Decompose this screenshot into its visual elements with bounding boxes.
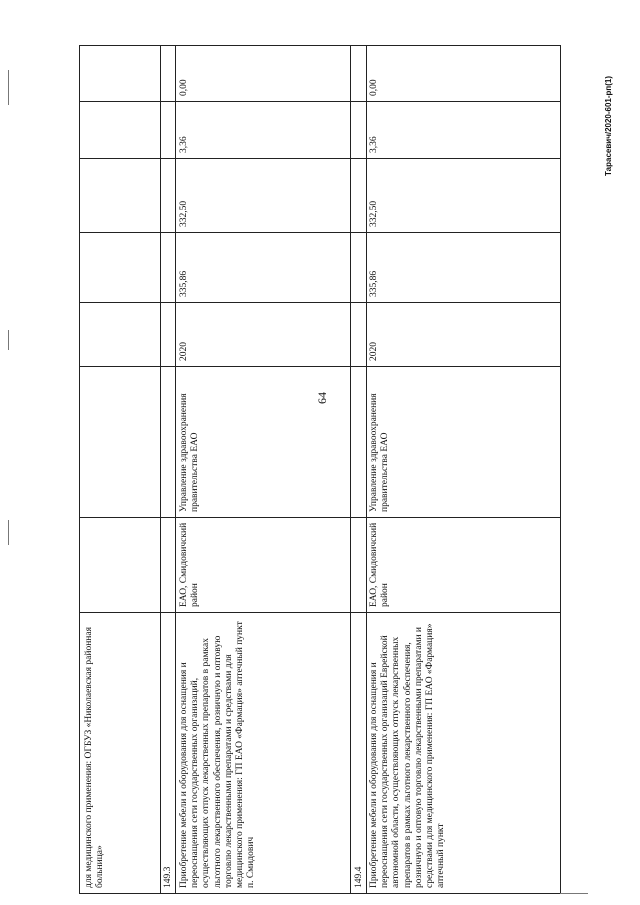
row-location-cell: ЕАО, Смидовичский район (179, 522, 201, 607)
table-rule (160, 45, 161, 893)
row-location-cell: ЕАО, Смидовичский район (369, 522, 391, 607)
scan-mark (8, 520, 9, 545)
row-other-cell: 0,00 (179, 79, 189, 96)
table-rule (79, 45, 560, 46)
row-executor-cell: Управление здравоохранения правительства ЕАО (179, 393, 201, 512)
table-rule (79, 302, 560, 303)
table-rule (366, 45, 367, 893)
table-rule (79, 517, 560, 518)
page-number: 64 (315, 392, 329, 404)
row-number-cell: 149.3 (163, 866, 173, 888)
table-rule (79, 893, 560, 894)
footer-code: Тарасевич/2020-601-рп(1) (604, 75, 613, 176)
row-executor-cell: Управление здравоохранения правительства ЕАО (369, 393, 391, 512)
table-rule (560, 45, 561, 893)
row-regional-cell: 3,36 (369, 136, 379, 153)
row-year-cell: 2020 (179, 342, 189, 361)
table-rule (79, 158, 560, 159)
row-other-cell: 0,00 (369, 79, 379, 96)
row-number-cell: 149.4 (354, 866, 364, 888)
table-rule (79, 232, 560, 233)
row-federal-cell: 332,50 (369, 200, 379, 227)
table-rule (175, 45, 176, 893)
row-total-cell: 335,86 (369, 270, 379, 297)
row-regional-cell: 3,36 (179, 136, 189, 153)
row-name-cell: для медицинского применения: ОГБУЗ «Николаевская районная больница» (84, 627, 106, 888)
row-federal-cell: 332,50 (179, 200, 189, 227)
scan-mark (8, 70, 9, 105)
table-rule (79, 45, 80, 893)
table-rule (79, 101, 560, 102)
scan-mark (8, 330, 9, 350)
table-rule (79, 612, 560, 613)
row-name-cell: Приобретение мебели и оборудования для оснащения и переоснащения сети государственных организаций, осуществляющих отпуск лекарственных препаратов в рамках льготного лекарственного обеспечения, розничную и оптовую торговлю лекарственными препаратами и средствами для медицинского применения: ГП ЕАО «Фармация» аптечный пункт п. Смидович (179, 621, 257, 888)
row-name-cell: Приобретение мебели и оборудования для оснащения и переоснащения сети государственных организаций Еврейской автономной области, осуществляющих отпуск лекарственных препаратов в рамках льготного лекарственного обеспечения, розничную и оптовую торговлю лекарственными препаратами и средствами для медицинского применения: ГП ЕАО «Фармация» аптечный пункт (369, 623, 447, 888)
table-rule (350, 45, 351, 893)
row-total-cell: 335,86 (179, 270, 189, 297)
table-rule (79, 366, 560, 367)
row-year-cell: 2020 (369, 342, 379, 361)
